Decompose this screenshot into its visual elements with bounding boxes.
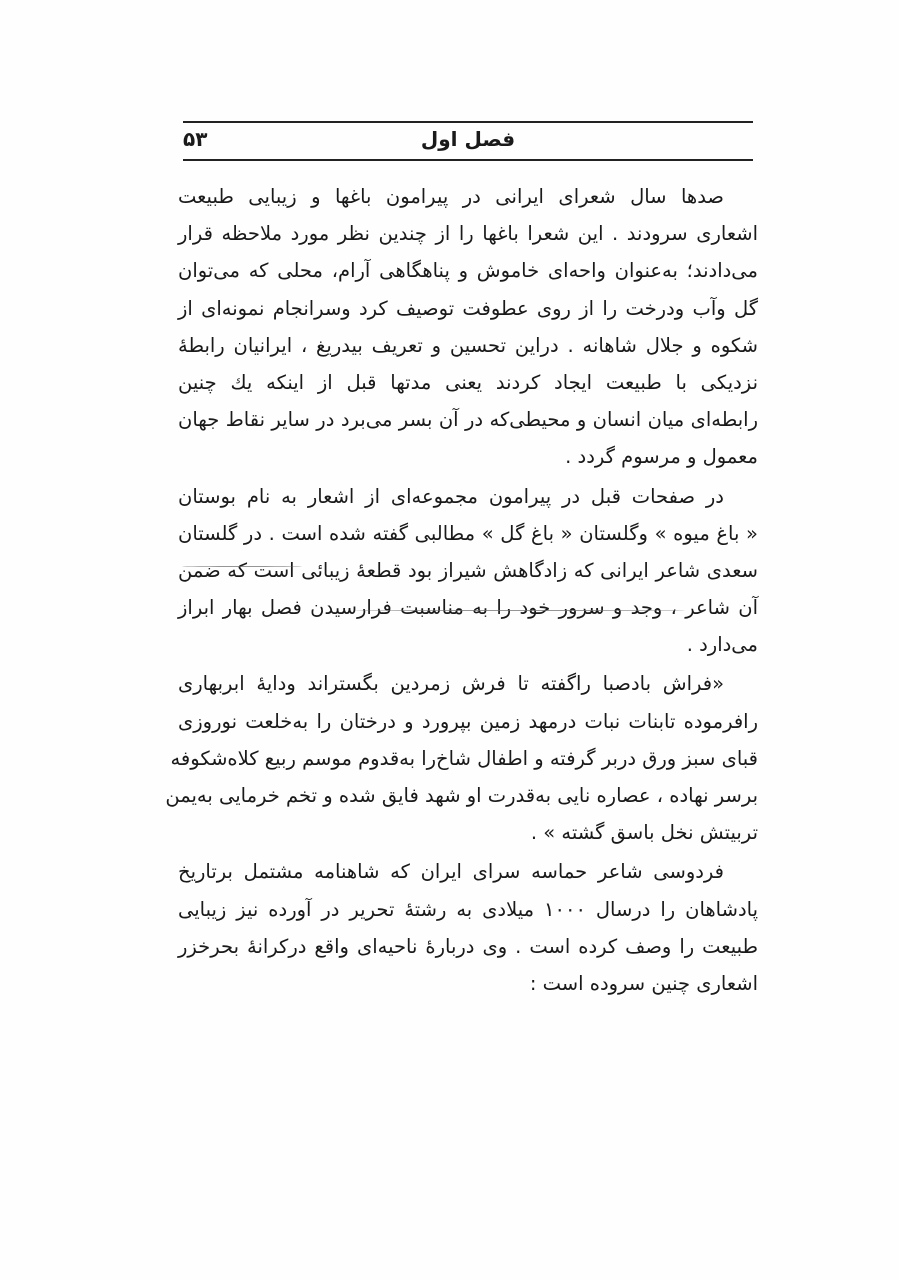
text-line: می‌دادند؛ به‌عنوان واحه‌ای خاموش و پناهگاهی آرام، محلی که می‌توان: [178, 259, 758, 283]
text-line: معمول و مرسوم گردد .: [565, 445, 758, 469]
text-line: پادشاهان را درسال ۱۰۰۰ میلادی به رشتهٔ تحریر در آورده نیز زیبایی: [178, 897, 759, 921]
quotation-paragraph: [165, 665, 758, 851]
text-line: رافرموده تابنات نبات درمهد زمین بپرورد و درختان را به‌خلعت نوروزی: [178, 709, 758, 733]
text-line: آن شاعر ، وجد و سرور خود را به مناسبت فرارسیدن فصل بهار ابراز: [178, 596, 758, 620]
text-line: اشعاری سرودند . این شعرا باغها را از چندین نظر مورد ملاحظه قرار: [178, 222, 758, 246]
text-line: « باغ میوه » وگلستان « باغ گل » مطالبی گفته شده است . در گلستان: [178, 521, 758, 545]
text-line: گل وآب ودرخت را از روی عطوفت توصیف کرد وسرانجام نمونه‌ای از: [178, 296, 758, 320]
pencil-underline-mark: [355, 610, 685, 611]
pencil-underline-mark: [182, 566, 302, 567]
text-line: نزدیکی با طبیعت ایجاد کردند یعنی مدتها قبل از اینکه یك چنین: [178, 370, 758, 394]
text-line: تربیتش نخل باسق گشته » .: [530, 821, 758, 845]
text-line: اشعاری چنین سروده است :: [529, 971, 758, 995]
text-line: سعدی شاعر ایرانی که زادگاهش شیراز بود قطعهٔ زیبائی است که ضمن: [178, 558, 758, 582]
text-line: «فراش بادصبا راگفته تا فرش زمردین بگستراند ودایهٔ ابربهاری: [178, 672, 724, 696]
text-line: طبیعت را وصف کرده است . وی دربارهٔ ناحیه‌ای واقع درکرانهٔ بحرخزر: [178, 934, 758, 958]
running-header: [183, 121, 753, 161]
paragraph: [178, 478, 758, 664]
chapter-title: فصل اول: [420, 127, 516, 151]
page-number: ۵۳: [183, 127, 208, 151]
body-text: [165, 178, 759, 1002]
paragraph: [178, 853, 758, 1002]
text-line: فردوسی شاعر حماسه سرای ایران که شاهنامه مشتمل برتاریخ: [178, 860, 724, 884]
text-line: می‌دارد .: [686, 633, 758, 657]
text-line: صدها سال شعرای ایرانی در پیرامون باغها و زیبایی طبیعت: [178, 185, 724, 208]
text-line: قبای سبز ورق دربر گرفته و اطفال شاخ‌را به‌قدوم موسم ربیع کلاه‌شکوفه: [170, 746, 758, 770]
text-line: شکوه و جلال شاهانه . دراین تحسین و تعریف بیدریغ ، ایرانیان رابطهٔ: [178, 333, 758, 357]
paragraph: [178, 178, 758, 476]
text-line: رابطه‌ای میان انسان و محیطی‌که در آن بسر می‌برد در سایر نقاط جهان: [178, 408, 758, 432]
text-line: در صفحات قبل در پیرامون مجموعه‌ای از اشعار به نام بوستان: [178, 484, 724, 508]
text-line: برسر نهاده ، عصاره نایی به‌قدرت او شهد فایق شده و تخم خرمایی به‌یمن: [165, 784, 758, 807]
